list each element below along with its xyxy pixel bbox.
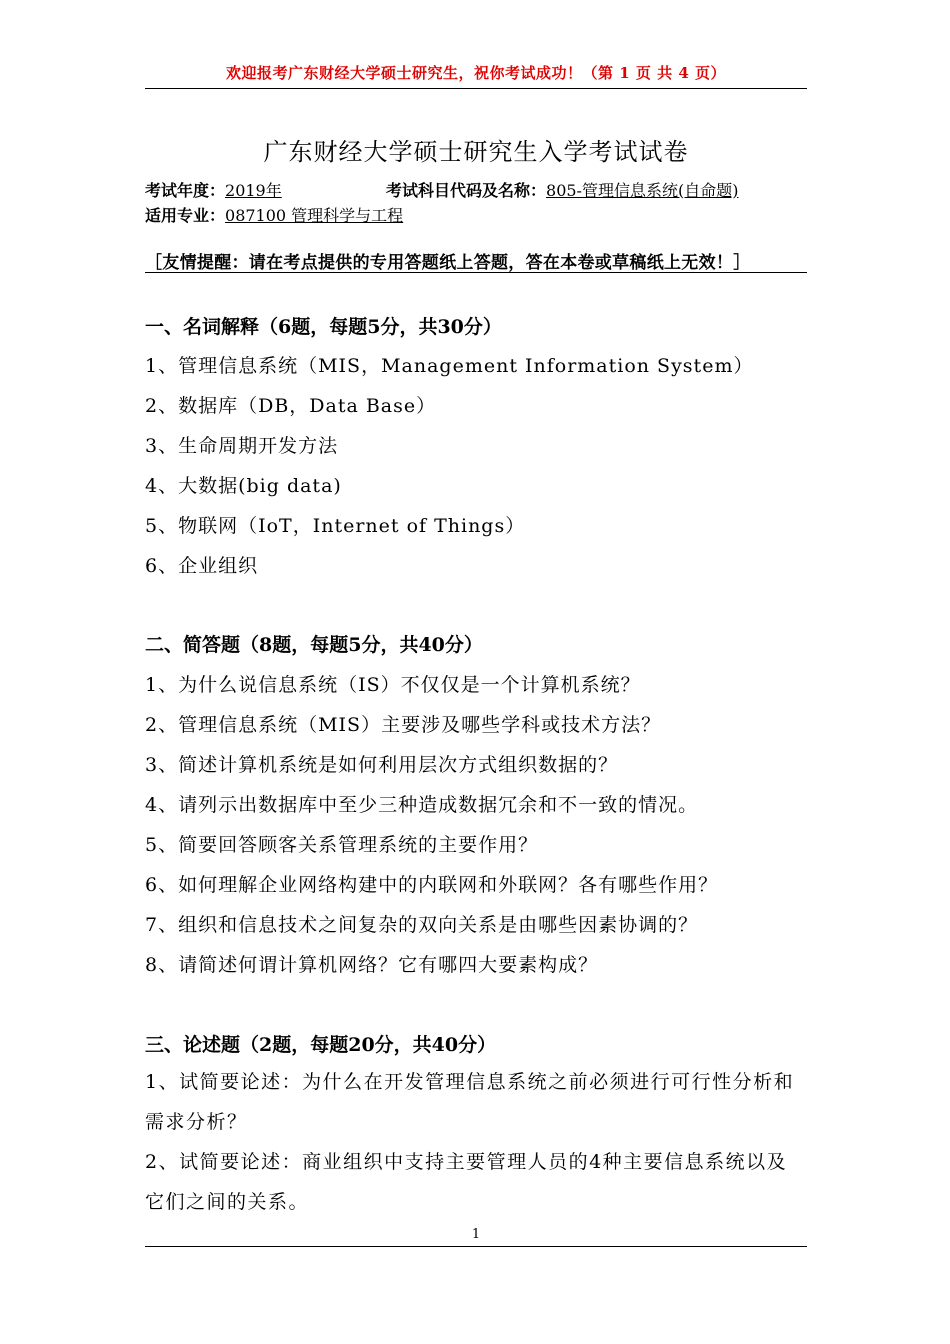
section2-title: 二、简答题（8题，每题5分，共40分） <box>145 634 483 656</box>
exam-major-value: 087100 管理科学与工程 <box>225 206 404 225</box>
section3-title: 三、论述题（2题，每题20分，共40分） <box>145 1034 497 1056</box>
exam-year-label: 考试年度： <box>145 181 226 200</box>
section1-title: 一、名词解释（6题，每题5分，共30分） <box>145 316 502 338</box>
section1-item: 1、管理信息系统（MIS，Management Information System） <box>145 355 754 377</box>
section2-item: 7、组织和信息技术之间复杂的双向关系是由哪些因素协调的？ <box>145 914 699 936</box>
section1-item: 4、大数据(big data) <box>145 475 342 497</box>
exam-major-row <box>145 203 403 226</box>
section2-item: 4、请列示出数据库中至少三种造成数据冗余和不一致的情况。 <box>145 794 699 816</box>
exam-major-label: 适用专业： <box>145 206 226 225</box>
notice-rule <box>145 272 807 273</box>
exam-title: 广东财经大学硕士研究生入学考试试卷 <box>263 138 689 166</box>
page-number: 1 <box>471 1227 481 1242</box>
section1-item: 6、企业组织 <box>145 555 259 577</box>
section1-item: 5、物联网（IoT，Internet of Things） <box>145 515 526 537</box>
section2-item: 8、请简述何谓计算机网络？它有哪四大要素构成？ <box>145 954 599 976</box>
exam-subject-row <box>386 178 738 201</box>
section3-item: 1、试简要论述：为什么在开发管理信息系统之前必须进行可行性分析和需求分析？ <box>145 1071 795 1133</box>
section1-item: 2、数据库（DB，Data Base） <box>145 395 437 417</box>
section2-item: 1、为什么说信息系统（IS）不仅仅是一个计算机系统？ <box>145 674 641 696</box>
section1-item: 3、生命周期开发方法 <box>145 435 339 457</box>
section2-item: 5、简要回答顾客关系管理系统的主要作用？ <box>145 834 539 856</box>
page-header: 欢迎报考广东财经大学硕士研究生，祝你考试成功！（第 1 页 共 4 页） <box>226 64 726 82</box>
exam-subject-label: 考试科目代码及名称： <box>386 181 547 200</box>
exam-year-row <box>145 178 282 201</box>
exam-year-value: 2019年 <box>225 181 282 200</box>
footer-rule <box>145 1246 807 1247</box>
exam-notice: ［友情提醒：请在考点提供的专用答题纸上答题，答在本卷或草稿纸上无效！］ <box>145 253 751 273</box>
section3-item: 2、试简要论述：商业组织中支持主要管理人员的4种主要信息系统以及它们之间的关系。 <box>145 1151 788 1213</box>
header-rule <box>145 88 807 89</box>
section2-item: 6、如何理解企业网络构建中的内联网和外联网？各有哪些作用？ <box>145 874 719 896</box>
exam-subject-value: 805-管理信息系统(自命题) <box>546 181 739 200</box>
section2-item: 3、简述计算机系统是如何利用层次方式组织数据的？ <box>145 754 619 776</box>
section2-item: 2、管理信息系统（MIS）主要涉及哪些学科或技术方法？ <box>145 714 662 736</box>
